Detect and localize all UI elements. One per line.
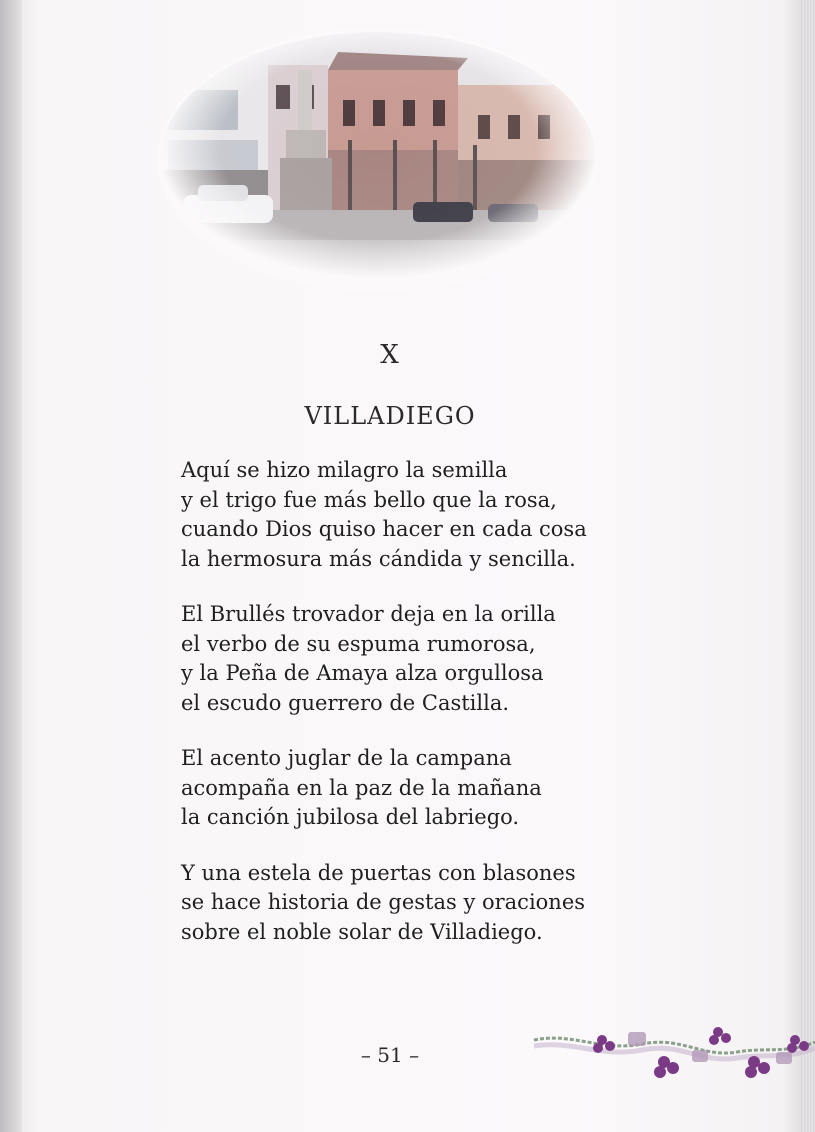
chapter-number: X: [380, 340, 400, 370]
stanza: [181, 744, 681, 833]
poem-title: VILLADIEGO: [304, 402, 476, 430]
town-square-photo-vignette: [158, 30, 598, 300]
poem-line: y la Peña de Amaya alza orgullosa: [181, 661, 544, 685]
poem-line: se hace historia de gestas y oraciones: [181, 890, 586, 914]
stanza: [181, 859, 681, 948]
book-spine-shadow: [0, 0, 22, 1132]
stanza: [181, 600, 681, 718]
poem-line: El acento juglar de la campana: [181, 746, 512, 770]
page-number: – 51 –: [360, 1043, 420, 1067]
violet-flower-vine-icon: [532, 1012, 815, 1090]
poem-body: [181, 456, 681, 973]
page-edge-stack: [801, 0, 815, 1132]
poem-line: el escudo guerrero de Castilla.: [181, 690, 510, 715]
poem-line: y el trigo fue más bello que la rosa,: [181, 487, 557, 512]
poem-line: acompaña en la paz de la mañana: [181, 775, 542, 800]
poem-line: el verbo de su espuma rumorosa,: [181, 631, 536, 656]
poem-line: sobre el noble solar de Villadiego.: [181, 919, 543, 944]
poem-line: la canción jubilosa del labriego.: [181, 805, 520, 829]
poem-line: Y una estela de puertas con blasones: [181, 860, 576, 885]
poem-line: El Brullés trovador deja en la orilla: [181, 602, 556, 626]
poem-line: cuando Dios quiso hacer en cada cosa: [181, 517, 587, 541]
poem-line: la hermosura más cándida y sencilla.: [181, 546, 576, 571]
poem-line: Aquí se hizo milagro la semilla: [181, 458, 508, 482]
stanza: [181, 456, 681, 574]
